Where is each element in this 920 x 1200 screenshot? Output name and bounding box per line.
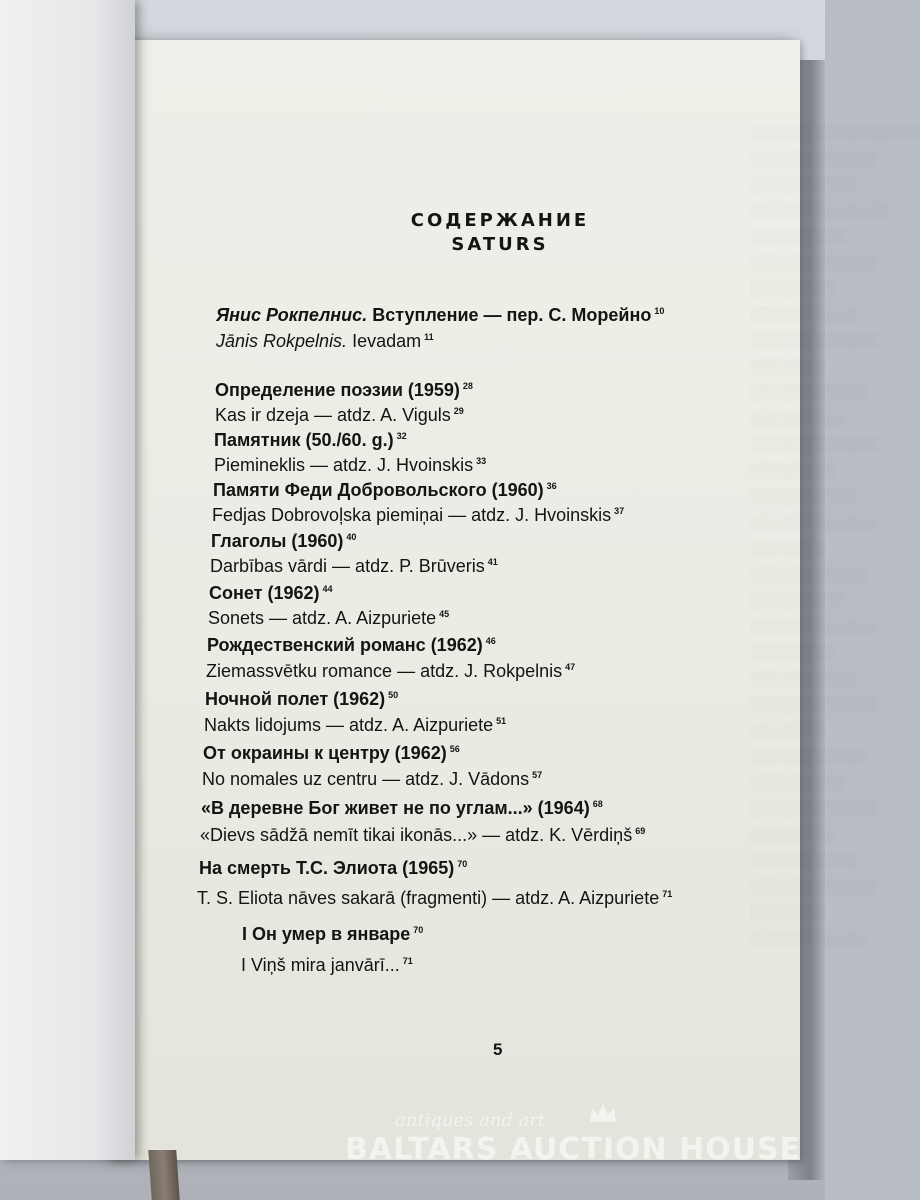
entry-title: Памятник (50./60. g.) xyxy=(214,430,394,450)
toc-entry-lv xyxy=(204,715,506,736)
toc-entry-ru xyxy=(242,924,423,945)
toc-entry-intro-lv xyxy=(216,331,434,352)
page-ref: 71 xyxy=(402,956,413,966)
entry-title: Sonets — atdz. A. Aizpuriete xyxy=(208,608,437,628)
entry-title: На смерть Т.С. Элиота (1965) xyxy=(199,858,455,878)
toc-entry-lv xyxy=(200,825,645,846)
page-ref: 32 xyxy=(396,431,407,441)
toc-entry-ru xyxy=(213,480,557,501)
contents-title-lv: SATURS xyxy=(451,234,549,255)
intro-text-ru: Вступление — пер. С. Морейно xyxy=(367,305,652,325)
toc-entry-intro-ru xyxy=(216,305,664,326)
entry-title: Ziemassvētku romance — atdz. J. Rokpelnis xyxy=(206,661,563,681)
page-ref: 57 xyxy=(532,770,543,780)
page-ref: 40 xyxy=(346,532,357,542)
page-ref: 47 xyxy=(565,662,576,672)
entry-title: No nomales uz centru — atdz. J. Vādons xyxy=(202,769,530,789)
page-ref: 71 xyxy=(662,889,673,899)
toc-entry-lv xyxy=(208,608,449,629)
toc-entry-lv xyxy=(214,455,486,476)
entry-title: Памяти Феди Добровольского (1960) xyxy=(213,480,544,500)
toc-entry-lv xyxy=(206,661,575,682)
toc-entry-ru xyxy=(211,531,356,552)
toc-entry-ru xyxy=(207,635,496,656)
entry-title: «Dievs sādžā nemīt tikai ikonās...» — atdz. K. Vērdiņš xyxy=(200,825,633,845)
entry-title: I Viņš mira janvārī... xyxy=(241,955,400,975)
page-ref: 68 xyxy=(592,799,603,809)
intro-author-lv: Jānis Rokpelnis. xyxy=(216,331,348,351)
page-ref: 11 xyxy=(424,332,434,342)
page-ref: 41 xyxy=(487,557,498,567)
page-ref: 37 xyxy=(614,506,625,516)
entry-title: T. S. Eliota nāves sakarā (fragmenti) — atdz. A. Aizpuriete xyxy=(197,888,660,908)
contents-title-ru: СОДЕРЖАНИЕ xyxy=(410,210,590,231)
page-ref: 70 xyxy=(457,859,468,869)
entry-title: Глаголы (1960) xyxy=(211,531,344,551)
entry-title: I Он умер в январе xyxy=(242,924,411,944)
page-ref: 50 xyxy=(388,690,399,700)
entry-title: Сонет (1962) xyxy=(209,583,320,603)
entry-title: Piemineklis — atdz. J. Hvoinskis xyxy=(214,455,474,475)
page-ref: 44 xyxy=(322,584,333,594)
entry-title: Ночной полет (1962) xyxy=(205,689,386,709)
entry-title: Kas ir dzeja — atdz. A. Viguls xyxy=(215,405,451,425)
page-ref: 33 xyxy=(476,456,487,466)
page-ref: 10 xyxy=(654,306,665,316)
toc-entry-lv xyxy=(210,556,498,577)
page-ref: 51 xyxy=(496,716,507,726)
toc-entry-ru xyxy=(205,689,398,710)
page-ref: 56 xyxy=(449,744,460,754)
toc-entry-ru xyxy=(215,380,473,401)
watermark-tagline: antiques and art xyxy=(395,1110,546,1131)
page-number: 5 xyxy=(493,1040,503,1059)
intro-author-ru: Янис Рокпелнис. xyxy=(216,305,368,325)
entry-title: Рождественский романс (1962) xyxy=(207,635,483,655)
toc-entry-lv xyxy=(212,505,624,526)
toc-entry-lv xyxy=(241,955,413,976)
entry-title: Определение поэзии (1959) xyxy=(215,380,460,400)
page-ref: 36 xyxy=(546,481,557,491)
toc-entry-ru xyxy=(201,798,603,819)
toc-entry-ru xyxy=(203,743,460,764)
toc-entry-ru xyxy=(209,583,333,604)
show-through-text: ░░░░░░░░░░░░░░░░ ░░░░░░░░░░░░ ░░░░░░░░░░ ░░░░░░░░░░░░░ ░░░░░░░░░ ░░░░░░░░░░░░ ░░░░░░░░ ░░░░░░░░░░ ░░░░░░░░░░░░ ░░░░░░░ ░░░░░░░░░░░ ░░░░░░░░░ ░░░░░░░░░░░░ ░░░░░░░░ ░░░░░░░░░░ ░░░░░░░░░░░░ ░░░░░░░ ░░░░░░░░░░░ ░░░░░░░░░ ░░░░░░░░░░░░ ░░░░░░░░ ░░░░░░░░░░ ░░░░░░░░░░░░ ░░░░░░░ ░░░░░░░░░░░ ░░░░░░░░░ ░░░░░░░░░░░░ ░░░░░░░░ ░░░░░░░░░░ ░░░░░░░░░░░░ ░░░░░░░ ░░░░░░░░░░░ xyxy=(750,124,920,947)
page-ref: 70 xyxy=(413,925,424,935)
page-ref: 46 xyxy=(485,636,496,646)
toc-entry-ru xyxy=(214,430,407,451)
crown-icon xyxy=(588,1102,618,1126)
watermark-brand: BALTARS AUCTION HOUSE xyxy=(345,1132,802,1167)
toc-entry-ru xyxy=(199,858,467,879)
book-page-left xyxy=(0,0,135,1160)
toc-entry-lv xyxy=(215,405,464,426)
page-ref: 29 xyxy=(453,406,464,416)
page-ref: 69 xyxy=(635,826,646,836)
toc-entry-lv xyxy=(202,769,542,790)
entry-title: Darbības vārdi — atdz. P. Brūveris xyxy=(210,556,485,576)
intro-text-lv: Ievadam xyxy=(347,331,422,351)
entry-title: От окраины к центру (1962) xyxy=(203,743,447,763)
entry-title: Nakts lidojums — atdz. A. Aizpuriete xyxy=(204,715,494,735)
watermark xyxy=(345,1110,815,1180)
toc-entry-lv xyxy=(197,888,672,909)
page-ref: 28 xyxy=(462,381,473,391)
entry-title: «В деревне Бог живет не по углам...» (1964) xyxy=(201,798,590,818)
bookmark-ribbon xyxy=(148,1150,179,1200)
entry-title: Fedjas Dobrovoļska piemiņai — atdz. J. Hvoinskis xyxy=(212,505,612,525)
page-ref: 45 xyxy=(439,609,450,619)
